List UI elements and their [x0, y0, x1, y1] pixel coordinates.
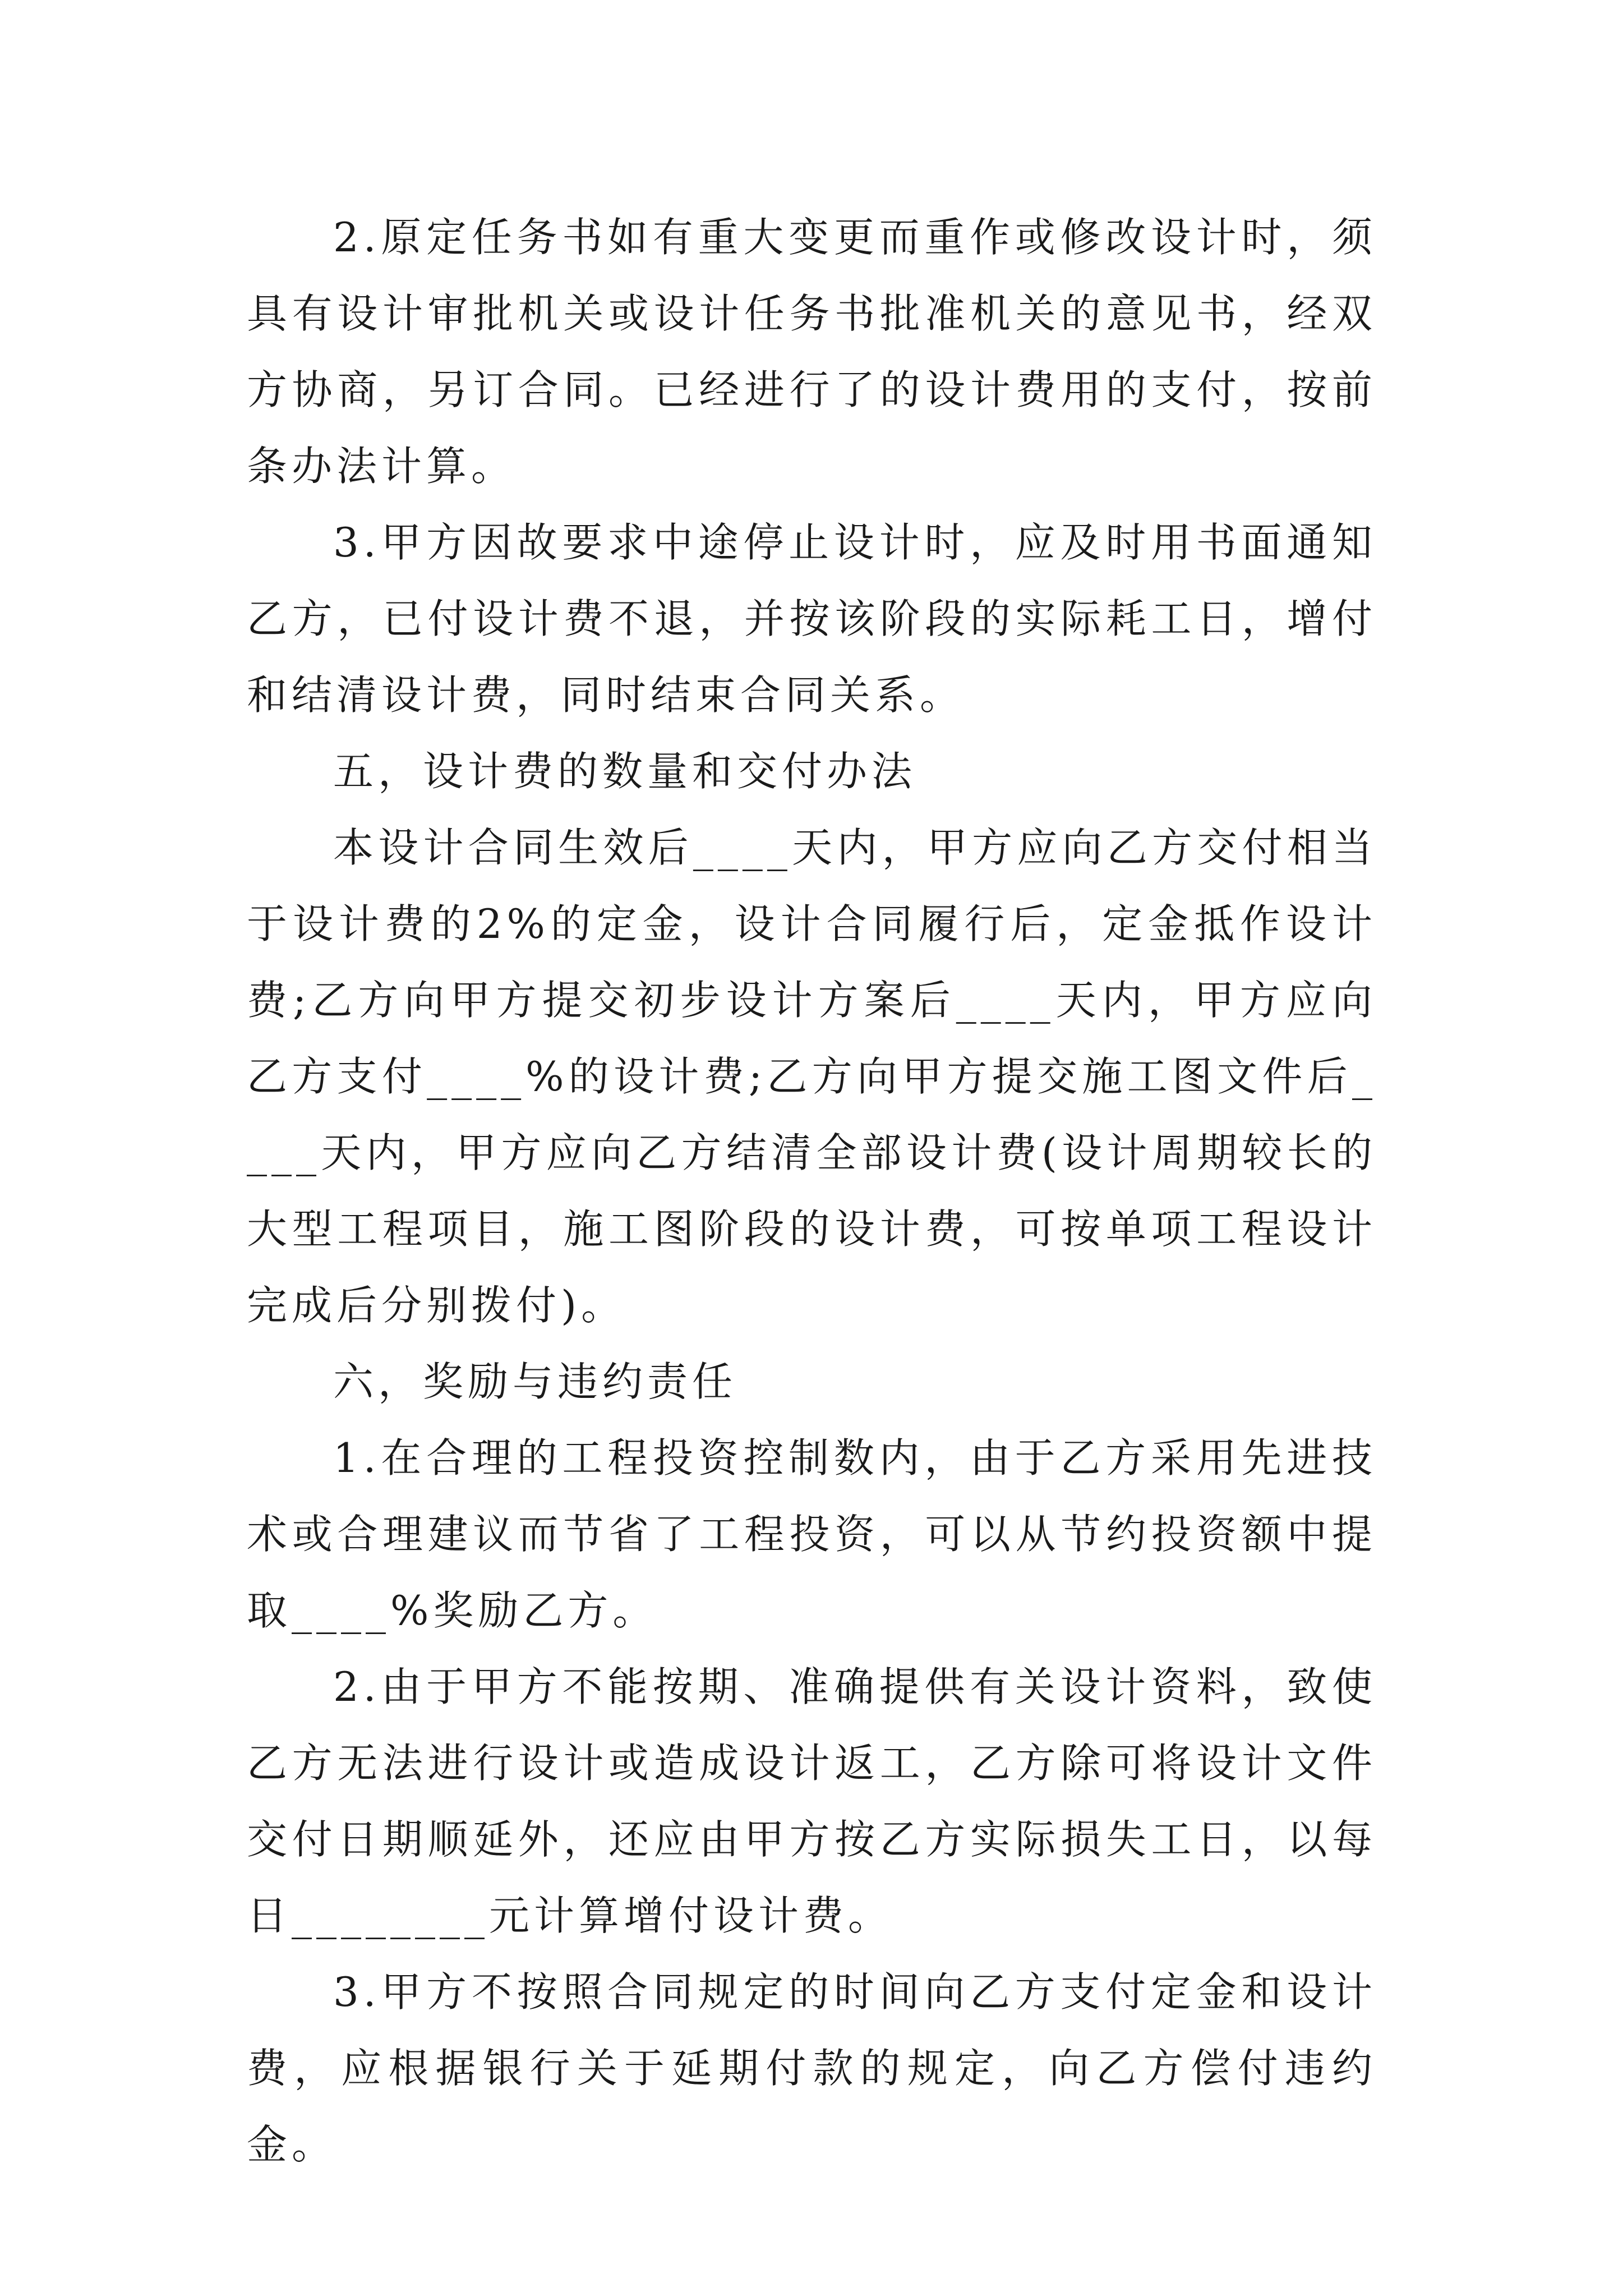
- document-page: [247, 199, 1377, 2183]
- section-heading-fee-payment: 五，设计费的数量和交付办法: [333, 748, 917, 795]
- paragraph-stop-design-clause: 3.甲方因故要求中途停止设计时，应及时用书面通知乙方，已付设计费不退，并按该阶段的实际耗工日，增付和结清设计费，同时结束合同关系。: [247, 519, 1377, 719]
- paragraph-delay-compensation-clause: 2.由于甲方不能按期、准确提供有关设计资料，致使乙方无法进行设计或造成设计返工，乙方除可将设计文件交付日期顺延外，还应由甲方按乙方实际损失工日，以每日________元计算增付设计费。: [247, 1663, 1377, 1939]
- paragraph-fee-payment-terms: 本设计合同生效后____天内，甲方应向乙方交付相当于设计费的2%的定金，设计合同履行后，定金抵作设计费;乙方向甲方提交初步设计方案后____天内，甲方应向乙方支付____%的设计费;乙方向甲方提交施工图文件后____天内，甲方应向乙方结清全部设计费(设计周期较长的大型工程项目，施工图阶段的设计费，可按单项工程设计完成后分别拨付)。: [247, 824, 1377, 1329]
- paragraph-redesign-clause: 2.原定任务书如有重大变更而重作或修改设计时，须具有设计审批机关或设计任务书批准机关的意见书，经双方协商，另订合同。已经进行了的设计费用的支付，按前条办法计算。: [247, 214, 1377, 490]
- paragraph-reward-clause: 1.在合理的工程投资控制数内，由于乙方采用先进技术或合理建议而节省了工程投资，可以从节约投资额中提取____%奖励乙方。: [247, 1434, 1377, 1634]
- paragraph-late-payment-clause: 3.甲方不按照合同规定的时间向乙方支付定金和设计费，应根据银行关于延期付款的规定，向乙方偿付违约金。: [247, 1968, 1377, 2168]
- section-heading-rewards-liability: 六，奖励与违约责任: [333, 1358, 737, 1405]
